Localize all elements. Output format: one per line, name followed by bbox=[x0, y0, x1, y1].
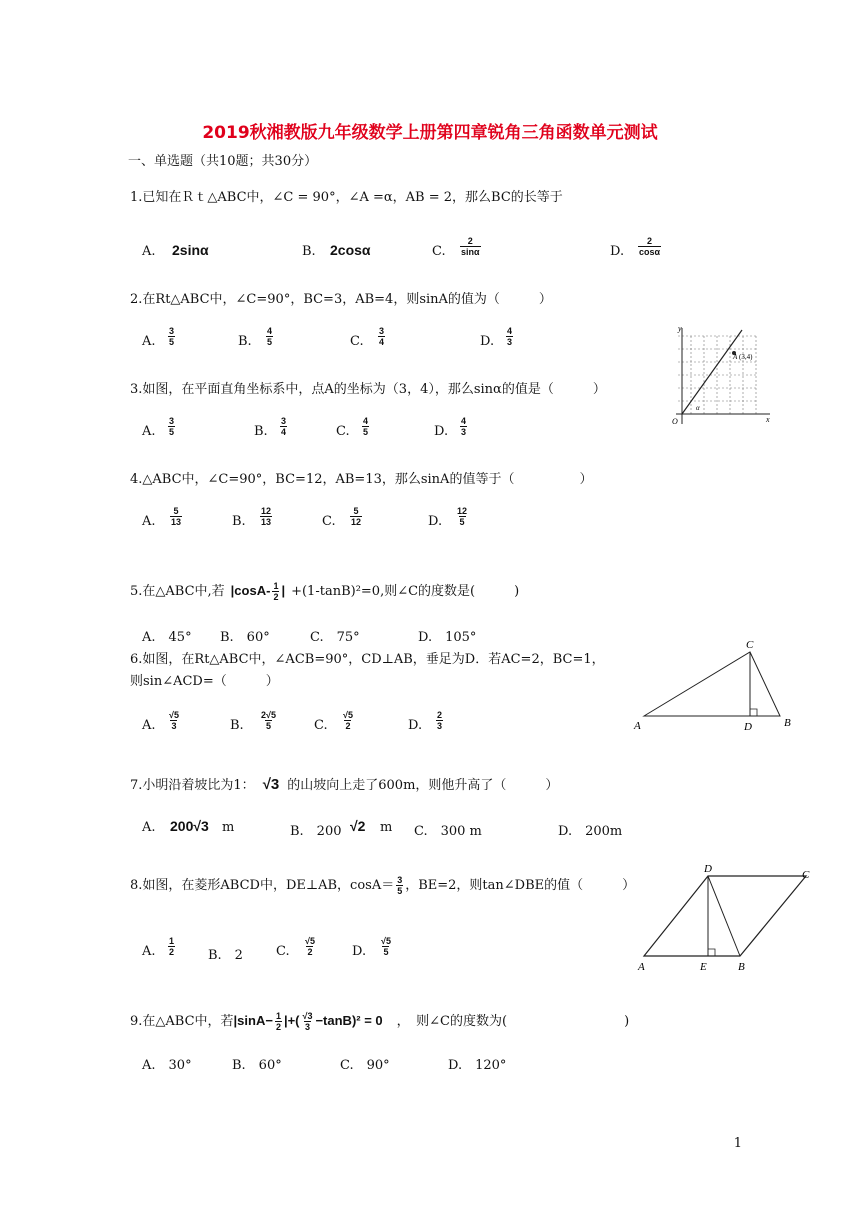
q3-option-d-label: D. bbox=[434, 424, 449, 439]
q7-stem-start: 7.小明沿着坡比为1： bbox=[130, 778, 255, 793]
q7-option-c: C. 300 m bbox=[414, 824, 482, 839]
q9-expr-end: −tanB)² = 0 bbox=[315, 1013, 383, 1028]
x-axis-label: x bbox=[766, 415, 770, 424]
page-title: 2019秋湘教版九年级数学上册第四章锐角三角函数单元测试 bbox=[202, 123, 658, 143]
q3-option-b-label: B. bbox=[254, 424, 268, 439]
q1-option-d-fraction: $\frac{2}{\cos\alpha}$ bbox=[639, 236, 661, 257]
q8-option-c-label: C. bbox=[276, 944, 290, 959]
q1-option-b-label: B. bbox=[302, 244, 316, 259]
question-5-stem bbox=[130, 580, 519, 602]
q8-label-c: C bbox=[802, 869, 810, 881]
q7-option-a-value: 200√3 bbox=[170, 818, 209, 834]
question-1-stem: 1.已知在Ｒｔ△ABC中，∠C = 90°，∠A =α，AB = 2，那么BC的长等于 bbox=[130, 190, 563, 205]
q8-option-c-fraction: $\frac{√5}{2}$ bbox=[305, 936, 315, 957]
q6-triangle-figure bbox=[628, 638, 798, 734]
q3-option-a-fraction: $\frac{3}{5}$ bbox=[169, 416, 175, 437]
q6-label-d: D bbox=[744, 721, 752, 733]
q2-option-a-fraction: $\frac{3}{5}$ bbox=[169, 326, 175, 347]
q5-half-fraction: $\frac{1}{2}$ bbox=[273, 581, 279, 602]
q9-sqrt3-fraction: $\frac{√3}{3}$ bbox=[302, 1011, 313, 1032]
q8-stem-end: ，BE=2，则tan∠DBE的值（ ） bbox=[405, 878, 636, 893]
q6-option-d-label: D. bbox=[408, 718, 423, 733]
q5-stem-end: +(1-tanB)²=0,则∠C的度数是( ) bbox=[291, 584, 520, 599]
q2-option-b-fraction: $\frac{4}{5}$ bbox=[267, 326, 273, 347]
q9-expr-start: |sinA− bbox=[233, 1013, 273, 1028]
q4-option-d-fraction: $\frac{12}{5}$ bbox=[457, 506, 468, 527]
q5-stem-start: 5.在△ABC中,若 bbox=[130, 584, 225, 599]
q7-stem-end: 的山坡向上走了600m，则他升高了（ ） bbox=[287, 778, 559, 793]
q9-expr-mid: |+( bbox=[283, 1013, 300, 1028]
point-a-coord: (3,4) bbox=[739, 353, 753, 361]
q2-option-a-label: A. bbox=[142, 334, 156, 349]
section-heading: 一、单选题（共10题；共30分） bbox=[128, 154, 318, 169]
q5-abs-expr: |cosA- bbox=[230, 583, 271, 598]
q6-option-c-label: C. bbox=[314, 718, 328, 733]
q8-option-d-fraction: $\frac{√5}{5}$ bbox=[381, 936, 391, 957]
q9-option-c: C. 90° bbox=[340, 1058, 390, 1073]
q9-stem-start: 9.在△ABC中，若 bbox=[130, 1014, 234, 1029]
alpha-label: α bbox=[696, 404, 700, 412]
q1-option-c-fraction: $\frac{2}{\sin\alpha}$ bbox=[461, 236, 480, 257]
q2-option-b-label: B. bbox=[238, 334, 252, 349]
q4-option-b-fraction: $\frac{12}{13}$ bbox=[261, 506, 272, 527]
q4-option-c-label: C. bbox=[322, 514, 336, 529]
q9-option-b: B. 60° bbox=[232, 1058, 282, 1073]
q8-option-b: B. 2 bbox=[208, 948, 243, 963]
q3-option-c-fraction: $\frac{4}{5}$ bbox=[363, 416, 369, 437]
q9-option-a: A. 30° bbox=[142, 1058, 192, 1073]
question-9-stem bbox=[130, 1010, 629, 1032]
q8-stem-start: 8.如图，在菱形ABCD中，DE⊥AB，cosA＝ bbox=[130, 878, 395, 893]
q1-option-d-label: D. bbox=[610, 244, 625, 259]
q3-option-a-label: A. bbox=[142, 424, 156, 439]
q5-option-b: B. 60° bbox=[220, 630, 270, 645]
q3-option-c-label: C. bbox=[336, 424, 350, 439]
q8-label-d: D bbox=[704, 863, 712, 875]
q9-half-fraction: $\frac{1}{2}$ bbox=[275, 1011, 281, 1032]
q8-option-a-label: A. bbox=[142, 944, 156, 959]
q7-option-d: D. 200m bbox=[558, 824, 623, 839]
question-8-stem bbox=[130, 874, 635, 896]
q6-option-b-fraction: $\frac{2√5}{5}$ bbox=[261, 710, 276, 731]
q5-option-c: C. 75° bbox=[310, 630, 360, 645]
q5-option-a: A. 45° bbox=[142, 630, 192, 645]
q3-option-b-fraction: $\frac{3}{4}$ bbox=[281, 416, 287, 437]
q4-option-a-label: A. bbox=[142, 514, 156, 529]
q1-option-a-label: A. bbox=[142, 244, 156, 259]
q9-option-d: D. 120° bbox=[448, 1058, 507, 1073]
q6-label-b: B bbox=[784, 717, 791, 729]
q4-option-c-fraction: $\frac{5}{12}$ bbox=[351, 506, 362, 527]
q1-option-b-value: 2cosα bbox=[330, 242, 371, 258]
q4-option-b-label: B. bbox=[232, 514, 246, 529]
q6-label-a: A bbox=[634, 720, 641, 732]
q8-option-d-label: D. bbox=[352, 944, 367, 959]
q8-label-a: A bbox=[638, 961, 645, 973]
q2-option-c-fraction: $\frac{3}{4}$ bbox=[379, 326, 385, 347]
question-6-stem-line2: 则sin∠ACD=（ ） bbox=[130, 674, 279, 689]
q6-option-c-fraction: $\frac{√5}{2}$ bbox=[343, 710, 353, 731]
question-4-stem: 4.△ABC中，∠C=90°，BC=12，AB=13，那么sinA的值等于（ ） bbox=[130, 472, 593, 487]
y-axis-label: y bbox=[678, 324, 682, 333]
q6-option-b-label: B. bbox=[230, 718, 244, 733]
q3-option-d-fraction: $\frac{4}{3}$ bbox=[461, 416, 467, 437]
q5-option-d: D. 105° bbox=[418, 630, 477, 645]
q1-option-a-value: 2sinα bbox=[172, 242, 209, 258]
q7-sqrt3: √3 bbox=[262, 776, 280, 793]
q6-option-a-label: A. bbox=[142, 718, 156, 733]
q9-stem-end: ， 则∠C的度数为( ) bbox=[396, 1014, 630, 1029]
question-6-stem-line1: 6.如图，在Rt△ABC中，∠ACB=90°，CD⊥AB，垂足为D．若AC=2，BC=1， bbox=[130, 652, 605, 667]
question-3-stem: 3.如图，在平面直角坐标系中，点A的坐标为（3，4），那么sinα的值是（ ） bbox=[130, 382, 606, 397]
q8-rhombus-figure bbox=[628, 860, 818, 976]
q4-option-d-label: D. bbox=[428, 514, 443, 529]
q5-abs-end: | bbox=[281, 583, 286, 598]
q1-option-c-label: C. bbox=[432, 244, 446, 259]
question-2-stem: 2.在Rt△ABC中，∠C=90°，BC=3，AB=4，则sinA的值为（ ） bbox=[130, 292, 552, 307]
q4-option-a-fraction: $\frac{5}{13}$ bbox=[171, 506, 182, 527]
q2-option-d-fraction: $\frac{4}{3}$ bbox=[507, 326, 513, 347]
q6-label-c: C bbox=[746, 639, 754, 651]
q7-option-b-sqrt2: √2 bbox=[350, 818, 366, 834]
q2-option-d-label: D. bbox=[480, 334, 495, 349]
q8-label-b: B bbox=[738, 961, 745, 973]
q8-cos-fraction: $\frac{3}{5}$ bbox=[397, 875, 403, 896]
q6-option-d-fraction: $\frac{2}{3}$ bbox=[437, 710, 443, 731]
q7-option-b-unit: m bbox=[380, 820, 393, 835]
page-number: 1 bbox=[733, 1136, 742, 1151]
q7-option-a-label: A. bbox=[142, 820, 156, 835]
origin-label: O bbox=[672, 417, 678, 426]
q7-option-a-unit: m bbox=[222, 820, 235, 835]
q8-label-e: E bbox=[700, 961, 707, 973]
point-a-label: A bbox=[733, 353, 738, 361]
q2-option-c-label: C. bbox=[350, 334, 364, 349]
q3-coordinate-figure bbox=[668, 322, 778, 430]
question-7-stem bbox=[130, 774, 558, 793]
q6-option-a-fraction: $\frac{√5}{3}$ bbox=[169, 710, 179, 731]
q7-option-b-label: B. 200 bbox=[290, 824, 342, 839]
q8-option-a-fraction: $\frac{1}{2}$ bbox=[169, 936, 175, 957]
